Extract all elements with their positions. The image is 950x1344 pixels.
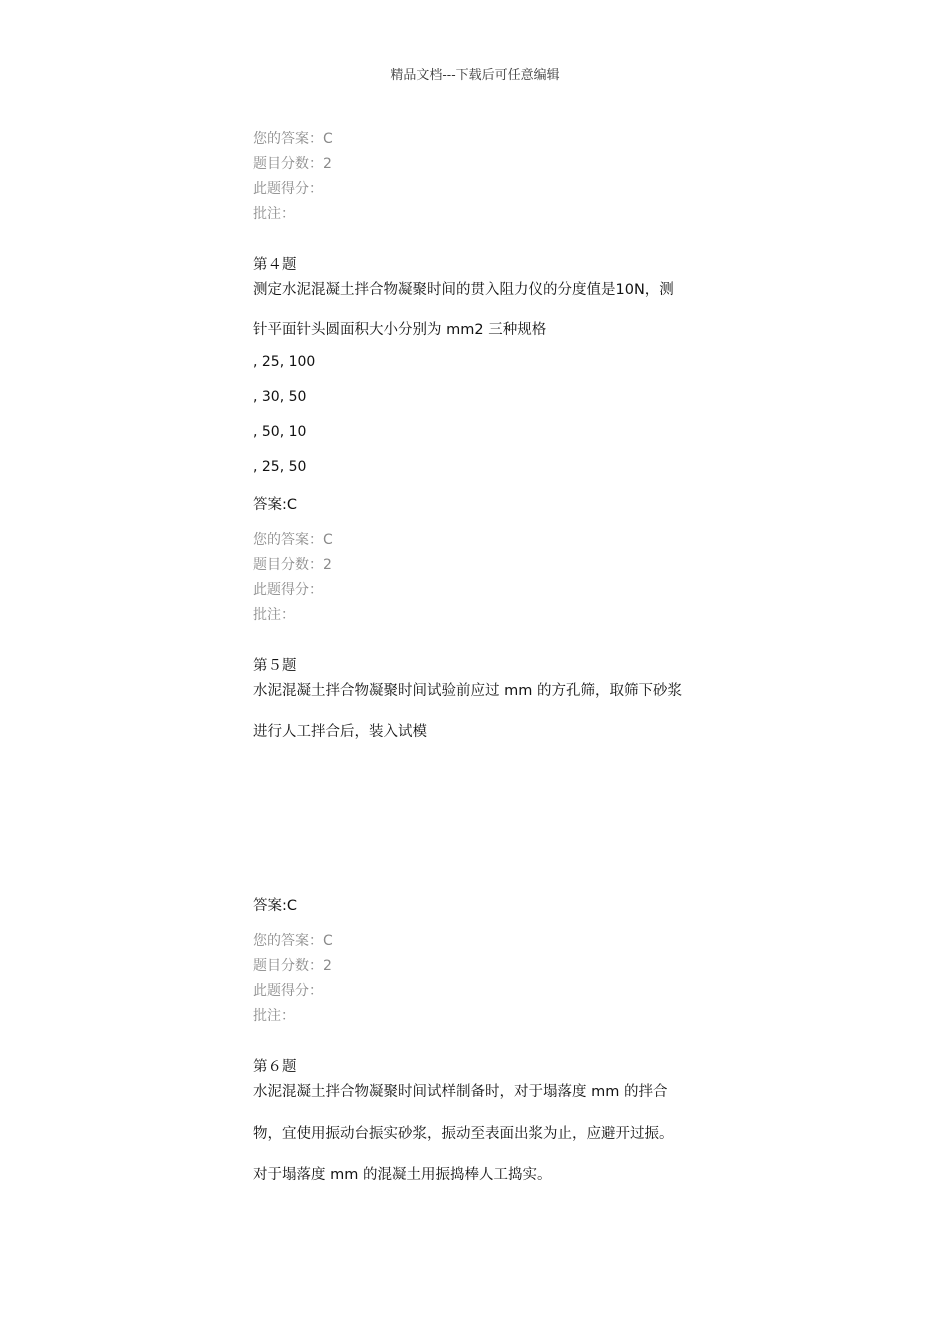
page-header: 精品文档---下载后可任意编辑: [390, 68, 560, 83]
question-4-option: , 50, 10: [253, 424, 307, 440]
question-4-text-line-2: 针平面针头圆面积大小分别为 mm2 三种规格: [253, 322, 547, 338]
question-score-text: 题目分数：2: [253, 557, 332, 573]
question-5-title: 第５题: [253, 658, 297, 674]
question-5-text-line-2: 进行人工拌合后，装入试模: [253, 724, 427, 740]
question-4-answer: 答案:C: [253, 497, 298, 513]
question-5-text-line-1: 水泥混凝土拌合物凝聚时间试验前应过 mm 的方孔筛，取筛下砂浆: [253, 683, 682, 699]
question-5-answer: 答案:C: [253, 898, 298, 914]
question-4-title: 第４题: [253, 257, 297, 273]
question-score-text: 题目分数：2: [253, 958, 332, 974]
your-answer-text: 您的答案：C: [253, 532, 333, 548]
question-6-text-line-1: 水泥混凝土拌合物凝聚时间试样制备时，对于塌落度 mm 的拌合: [253, 1084, 668, 1100]
question-4-option: , 30, 50: [253, 389, 307, 405]
question-4-option: , 25, 100: [253, 354, 316, 370]
question-6-text-line-2: 物，宜使用振动台振实砂浆，振动至表面出浆为止，应避开过振。: [253, 1126, 674, 1142]
question-6-title: 第６题: [253, 1059, 297, 1075]
question-note-text: 批注：: [253, 607, 295, 623]
question-4-text-line-1: 测定水泥混凝土拌合物凝聚时间的贯入阻力仪的分度值是10N，测: [253, 282, 674, 298]
your-answer-text: 您的答案：C: [253, 933, 333, 949]
question-4-option: , 25, 50: [253, 459, 307, 475]
question-got-text: 此题得分：: [253, 582, 323, 598]
your-answer-text: 您的答案：C: [253, 131, 333, 147]
question-score-text: 题目分数：2: [253, 156, 332, 172]
question-note-text: 批注：: [253, 206, 295, 222]
question-got-text: 此题得分：: [253, 983, 323, 999]
question-note-text: 批注：: [253, 1008, 295, 1024]
question-got-text: 此题得分：: [253, 181, 323, 197]
question-6-text-line-3: 对于塌落度 mm 的混凝土用振捣棒人工捣实。: [253, 1167, 552, 1183]
